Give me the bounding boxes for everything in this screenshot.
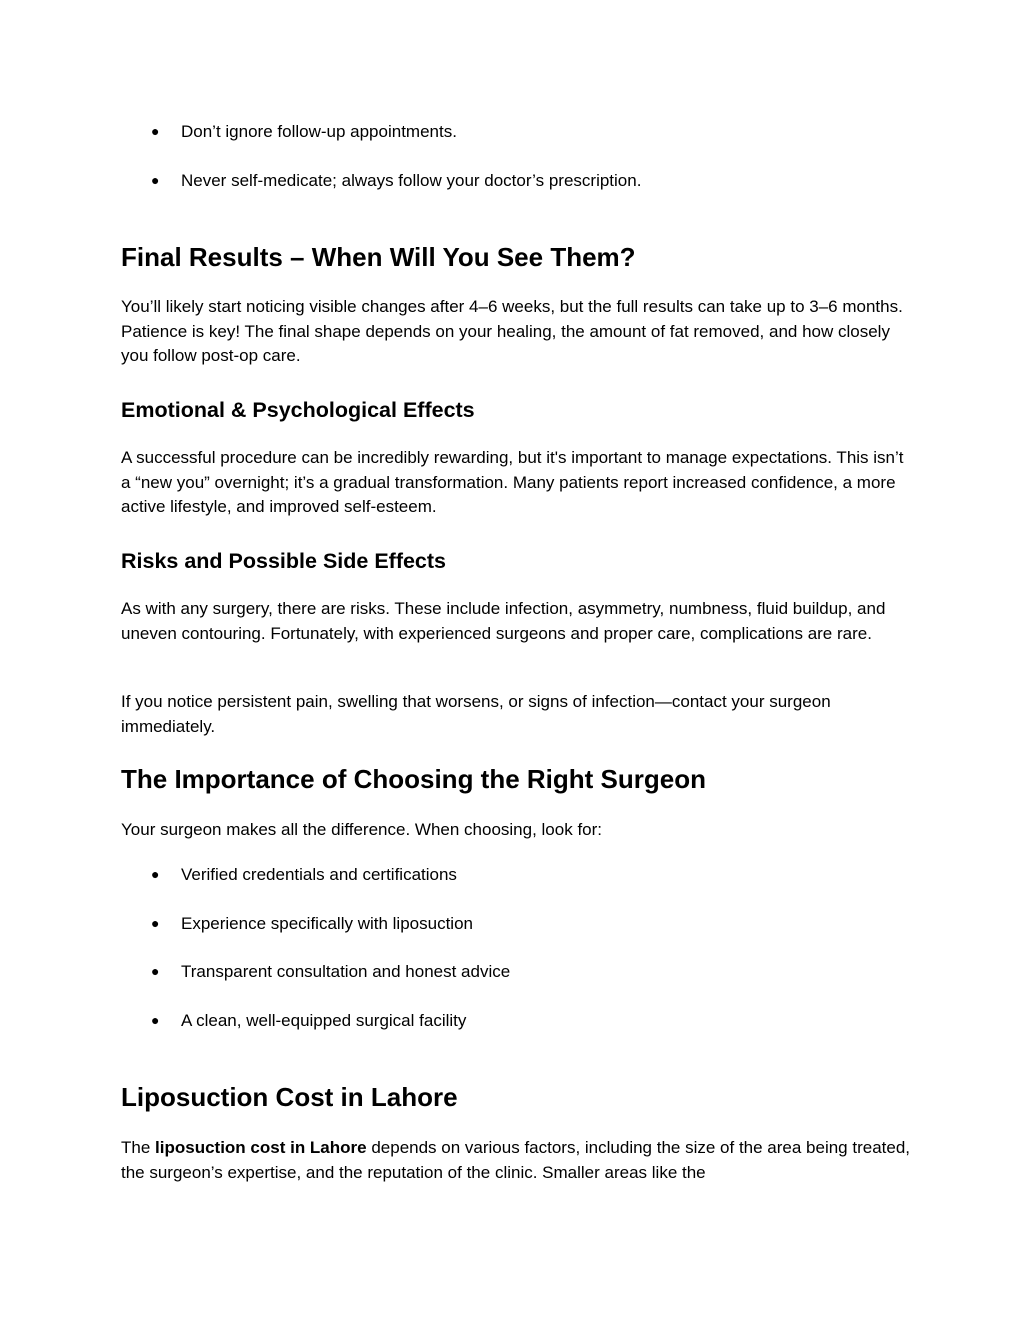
- paragraph-risks: As with any surgery, there are risks. These include infection, asymmetry, numbness, fluid buildup, and uneven contouring. Fortunately, with experienced surgeons and proper care, complications are rare.: [121, 599, 886, 643]
- paragraph-emotional: A successful procedure can be incredibly rewarding, but it's important to manage expectations. This isn’t a “new you” overnight; it’s a gradual transformation. Many patients report increased confidence, a more active lifestyle, and improved self-esteem.: [121, 448, 904, 516]
- list-item-text: Transparent consultation and honest advice: [181, 962, 511, 981]
- section-heading-cost: Liposuction Cost in Lahore: [121, 1082, 458, 1112]
- section-heading-emotional: Emotional & Psychological Effects: [121, 398, 475, 422]
- keyword-liposuction-cost: liposuction cost in Lahore: [155, 1138, 367, 1157]
- bullet-icon: ●: [151, 123, 160, 139]
- list-item: [151, 912, 473, 935]
- paragraph-final-results: You’ll likely start noticing visible changes after 4–6 weeks, but the full results can take up to 3–6 months. Patience is key! The final shape depends on your healing, the amount of fat removed, and how closely you follow post-op care.: [121, 297, 903, 365]
- paragraph-cost: [121, 1136, 911, 1185]
- paragraph-cost-suffix: depends on various factors, including the size of the area being treated, the surgeon’s expertise, and the reputation of the clinic. Smaller areas like the: [121, 1138, 911, 1182]
- section-heading-risks: Risks and Possible Side Effects: [121, 549, 447, 573]
- section-heading-final-results: Final Results – When Will You See Them?: [121, 242, 636, 272]
- bullet-icon: ●: [151, 963, 160, 979]
- bullet-icon: ●: [151, 866, 160, 882]
- paragraph-surgeon-intro: Your surgeon makes all the difference. When choosing, look for:: [121, 820, 603, 839]
- section-heading-surgeon: The Importance of Choosing the Right Surgeon: [121, 764, 706, 794]
- list-item: [151, 863, 457, 886]
- list-item-text: Experience specifically with liposuction: [181, 914, 473, 933]
- list-item-text: A clean, well-equipped surgical facility: [181, 1011, 467, 1030]
- paragraph-risks-warning: If you notice persistent pain, swelling that worsens, or signs of infection—contact your surgeon immediately.: [121, 692, 831, 736]
- bullet-icon: ●: [151, 1012, 160, 1028]
- list-item: [151, 1009, 466, 1032]
- list-item-text: Verified credentials and certifications: [181, 865, 457, 884]
- bullet-icon: ●: [151, 172, 160, 188]
- list-item-text: Never self-medicate; always follow your doctor’s prescription.: [181, 171, 642, 190]
- list-item: [151, 960, 510, 983]
- list-item-text: Don’t ignore follow-up appointments.: [181, 122, 457, 141]
- paragraph-cost-prefix: The: [121, 1138, 156, 1157]
- bullet-icon: ●: [151, 915, 160, 931]
- list-item: [151, 120, 457, 143]
- list-item: [151, 169, 641, 192]
